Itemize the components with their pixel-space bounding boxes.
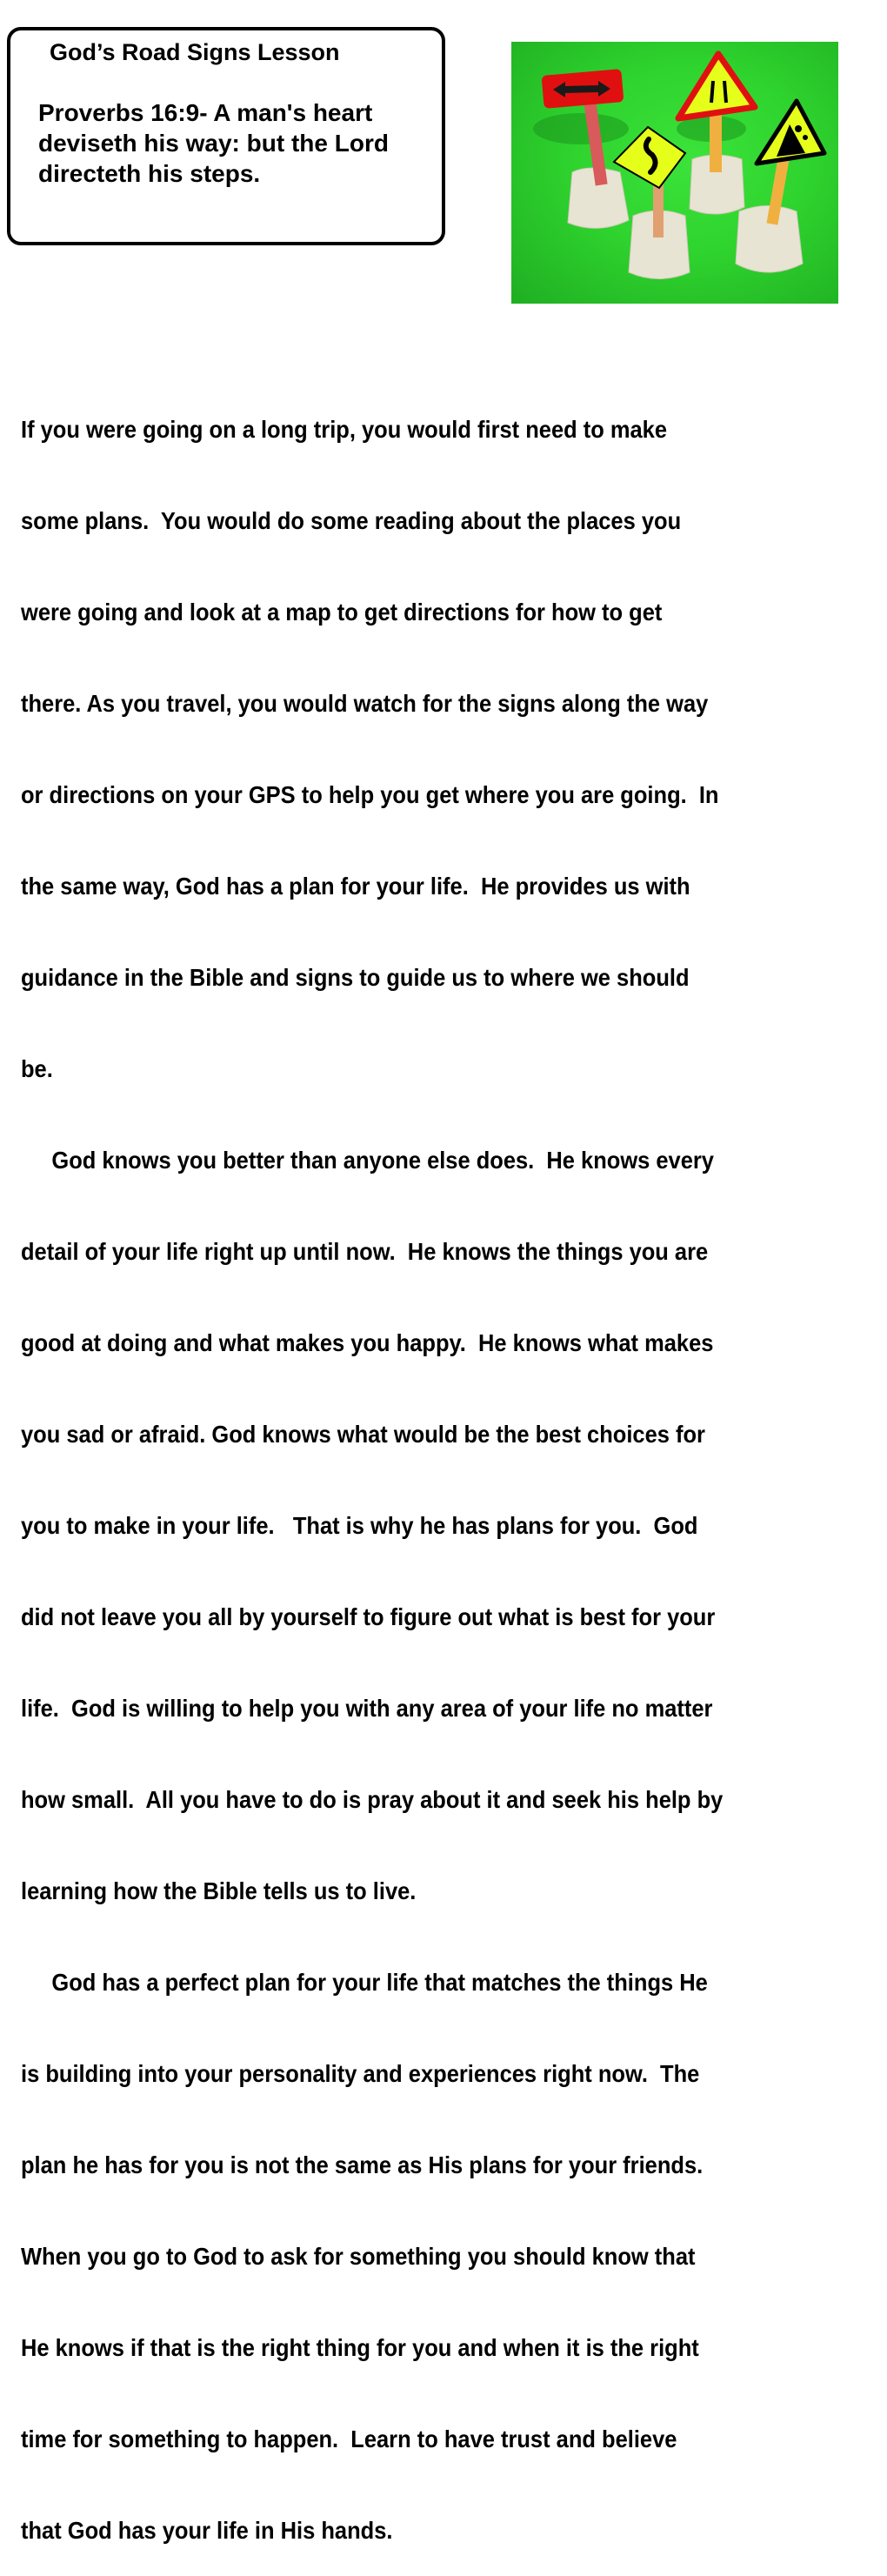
body-line: the same way, God has a plan for your life. He provides us with (21, 873, 690, 900)
verse-line: deviseth his way: but the Lord (38, 130, 389, 157)
body-line: good at doing and what makes you happy. He knows what makes (21, 1329, 714, 1356)
road-signs-illustration (511, 42, 838, 304)
body-line: God knows you better than anyone else does. He knows every (21, 1147, 714, 1174)
body-line: that God has your life in His hands. (21, 2517, 393, 2544)
body-line: did not leave you all by yourself to figure out what is best for your (21, 1603, 716, 1630)
body-line: were going and look at a map to get directions for how to get (21, 599, 663, 626)
body-line: learning how the Bible tells us to live. (21, 1877, 417, 1904)
body-line: He knows if that is the right thing for you and when it is the right (21, 2334, 699, 2361)
body-line: If you were going on a long trip, you would first need to make (21, 416, 668, 443)
body-line: God has a perfect plan for your life that matches the things He (21, 1969, 708, 1996)
scripture-verse (38, 97, 430, 189)
body-line: life. God is willing to help you with any area of your life no matter (21, 1695, 713, 1722)
verse-line: Proverbs 16:9- A man's heart (38, 99, 373, 126)
verse-line: directeth his steps. (38, 160, 261, 187)
body-line: you to make in your life. That is why he has plans for you. God (21, 1512, 698, 1539)
body-line: how small. All you have to do is pray about it and seek his help by (21, 1786, 724, 1813)
body-line: there. As you travel, you would watch for the signs along the way (21, 690, 709, 717)
body-line: When you go to God to ask for something you should know that (21, 2243, 696, 2270)
body-line: guidance in the Bible and signs to guide us to where we should (21, 964, 690, 991)
body-line: detail of your life right up until now. He knows the things you are (21, 1238, 709, 1265)
body-line: is building into your personality and experiences right now. The (21, 2060, 700, 2087)
body-line: some plans. You would do some reading about the places you (21, 507, 682, 534)
body-line: be. (21, 1055, 53, 1082)
body-line: time for something to happen. Learn to have trust and believe (21, 2425, 677, 2452)
road-signs-craft-photo (511, 42, 838, 304)
lesson-title: God’s Road Signs Lesson (50, 39, 340, 65)
body-line: plan he has for you is not the same as His plans for your friends. (21, 2151, 704, 2178)
body-line: you sad or afraid. God knows what would be the best choices for (21, 1421, 705, 1448)
body-line: or directions on your GPS to help you get where you are going. In (21, 781, 719, 808)
lesson-body (21, 353, 813, 2576)
